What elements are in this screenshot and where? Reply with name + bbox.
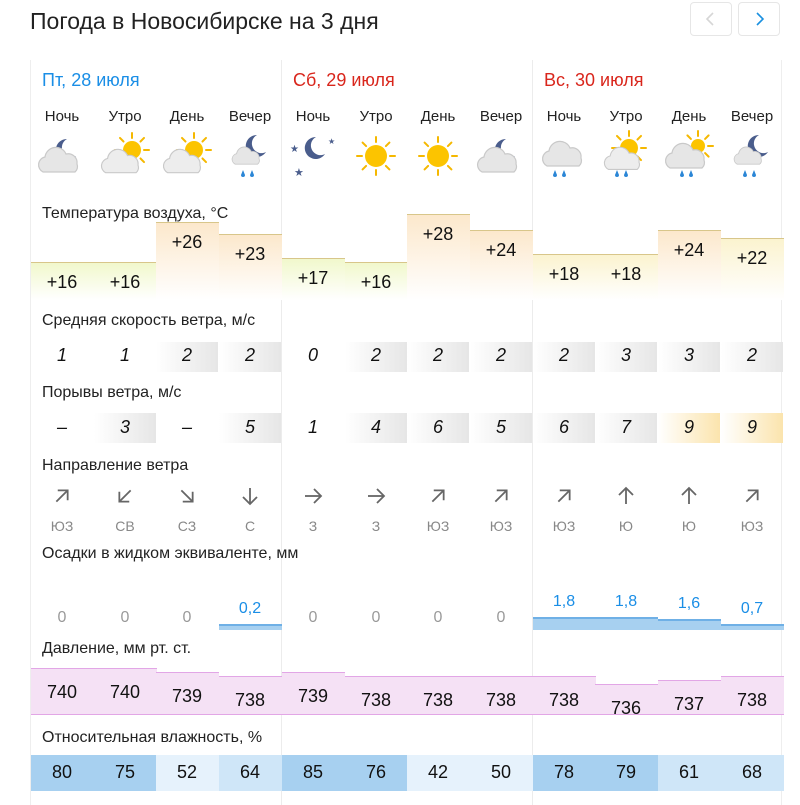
partly-cloudy-day-icon	[156, 130, 218, 188]
wind-speed-label: Средняя скорость ветра, м/с	[42, 312, 256, 329]
wind-speed-value: 2	[746, 345, 757, 365]
gust-value: 9	[746, 417, 757, 437]
wind-direction-label: ЮЗ	[50, 518, 74, 534]
pressure-value: 737	[673, 694, 705, 714]
wind-direction-label: Направление ветра	[42, 457, 189, 474]
precip-value: 0	[57, 609, 67, 626]
wind-arrow-icon	[595, 485, 657, 511]
wind-direction-label: З	[308, 518, 318, 534]
time-of-day-label: Вечер	[228, 108, 272, 125]
wind-arrow-icon	[407, 485, 469, 511]
pressure-value: 738	[360, 690, 392, 710]
wind-arrow-icon	[470, 485, 532, 511]
night-rain-icon	[219, 130, 281, 188]
wind-arrow-icon	[219, 485, 281, 511]
chevron-right-icon	[752, 12, 766, 26]
wind-direction-label: Ю	[618, 518, 634, 534]
wind-speed-value: 0	[307, 345, 318, 365]
wind-speed-value: 3	[683, 345, 694, 365]
wind-direction-label: ЮЗ	[426, 518, 450, 534]
gust-value: 1	[307, 417, 318, 437]
pressure-value: 738	[485, 690, 517, 710]
page-title: Погода в Новосибирске на 3 дня	[30, 8, 379, 34]
precip-value: 0	[433, 609, 443, 626]
time-of-day-label: Вечер	[730, 108, 774, 125]
wind-speed-value: 1	[56, 345, 67, 365]
precip-bar	[533, 617, 596, 630]
wind-direction-label: Ю	[681, 518, 697, 534]
gust-value: 4	[370, 417, 381, 437]
chevron-left-icon	[704, 12, 718, 26]
pressure-value: 738	[234, 690, 266, 710]
cloudy-night-rain-icon	[533, 130, 595, 188]
time-of-day-label: День	[169, 108, 205, 125]
temperature-value: +28	[422, 224, 454, 244]
temperature-value: +24	[485, 240, 517, 260]
day-header: Сб, 29 июля	[293, 70, 395, 90]
wind-direction-label: СВ	[115, 518, 135, 534]
precip-bar	[721, 624, 784, 630]
svg-text:★: ★	[294, 167, 304, 179]
humidity-value: 52	[176, 762, 198, 782]
gust-value: 6	[432, 417, 443, 437]
humidity-value: 42	[427, 762, 449, 782]
precip-value: 1,8	[552, 593, 576, 610]
temperature-value: +16	[360, 272, 392, 292]
precip-value: 0,2	[238, 600, 262, 617]
wind-arrow-icon	[721, 485, 783, 511]
wind-arrow-icon	[533, 485, 595, 511]
precip-value: 0,7	[740, 600, 764, 617]
next-button[interactable]	[738, 2, 780, 36]
temperature-value: +18	[610, 264, 642, 284]
wind-speed-value: 3	[620, 345, 631, 365]
wind-speed-value: 2	[244, 345, 255, 365]
temperature-value: +23	[234, 244, 266, 264]
sun-icon	[407, 130, 469, 188]
day-header: Пт, 28 июля	[42, 70, 140, 90]
humidity-value: 80	[51, 762, 73, 782]
time-of-day-label: Утро	[108, 108, 142, 125]
time-of-day-label: Вечер	[479, 108, 523, 125]
wind-arrow-icon	[156, 485, 218, 511]
precip-bar	[595, 617, 658, 630]
precip-value: 1,6	[677, 595, 701, 612]
forecast-card	[30, 60, 782, 805]
humidity-label: Относительная влажность, %	[42, 729, 263, 746]
wind-direction-label: З	[371, 518, 381, 534]
wind-direction-label: СЗ	[177, 518, 197, 534]
temperature-value: +22	[736, 248, 768, 268]
clear-night-stars-icon	[282, 130, 344, 188]
temperature-label: Температура воздуха, °C	[42, 205, 229, 222]
temperature-value: +18	[548, 264, 580, 284]
wind-speed-value: 1	[119, 345, 130, 365]
humidity-value: 78	[553, 762, 575, 782]
time-of-day-label: Ночь	[44, 108, 80, 125]
temperature-value: +16	[46, 272, 78, 292]
prev-button[interactable]	[690, 2, 732, 36]
wind-arrow-icon	[345, 485, 407, 511]
time-of-day-label: День	[671, 108, 707, 125]
day-header: Вс, 30 июля	[544, 70, 644, 90]
wind-arrow-icon	[94, 485, 156, 511]
gusts-label: Порывы ветра, м/с	[42, 384, 182, 401]
precip-value: 0	[308, 609, 318, 626]
humidity-value: 61	[678, 762, 700, 782]
temperature-value: +26	[171, 232, 203, 252]
gust-value: –	[56, 417, 67, 437]
night-rain-icon	[721, 130, 783, 188]
pressure-value: 738	[422, 690, 454, 710]
temperature-value: +17	[297, 268, 329, 288]
precip-value: 0	[371, 609, 381, 626]
sun-icon	[345, 130, 407, 188]
svg-text:★: ★	[328, 137, 336, 146]
gust-value: 5	[244, 417, 255, 437]
precip-bar	[658, 619, 721, 630]
wind-speed-value: 2	[181, 345, 192, 365]
cloudy-night-icon	[470, 130, 532, 188]
precip-value: 1,8	[614, 593, 638, 610]
pressure-value: 740	[46, 682, 78, 702]
pressure-label: Давление, мм рт. ст.	[42, 640, 192, 657]
wind-arrow-icon	[31, 485, 93, 511]
pressure-value: 739	[297, 686, 329, 706]
time-of-day-label: Утро	[609, 108, 643, 125]
precip-value: 0	[496, 609, 506, 626]
humidity-value: 64	[239, 762, 261, 782]
time-of-day-label: Ночь	[546, 108, 582, 125]
partly-cloudy-day-icon	[94, 130, 156, 188]
humidity-value: 68	[741, 762, 763, 782]
precip-value: 0	[120, 609, 130, 626]
gust-value: –	[181, 417, 192, 437]
wind-direction-label: ЮЗ	[740, 518, 764, 534]
temperature-value: +24	[673, 240, 705, 260]
humidity-value: 76	[365, 762, 387, 782]
gust-value: 7	[620, 417, 631, 437]
humidity-value: 79	[615, 762, 637, 782]
gust-value: 6	[558, 417, 569, 437]
pressure-value: 738	[548, 690, 580, 710]
wind-speed-value: 2	[558, 345, 569, 365]
pressure-value: 739	[171, 686, 203, 706]
precip-bar	[219, 624, 282, 630]
wind-arrow-icon	[658, 485, 720, 511]
gust-value: 9	[683, 417, 694, 437]
wind-direction-label: С	[244, 518, 256, 534]
temperature-value: +16	[109, 272, 141, 292]
wind-speed-value: 2	[432, 345, 443, 365]
humidity-value: 50	[490, 762, 512, 782]
wind-speed-value: 2	[495, 345, 506, 365]
cloudy-day-rain-icon	[658, 130, 720, 188]
svg-text:★: ★	[290, 144, 299, 155]
gust-value: 3	[119, 417, 130, 437]
precip-value: 0	[182, 609, 192, 626]
cloudy-night-icon	[31, 130, 93, 188]
wind-direction-label: ЮЗ	[552, 518, 576, 534]
wind-arrow-icon	[282, 485, 344, 511]
time-of-day-label: Утро	[359, 108, 393, 125]
humidity-value: 75	[114, 762, 136, 782]
humidity-value: 85	[302, 762, 324, 782]
wind-speed-value: 2	[370, 345, 381, 365]
partly-cloudy-rain-icon	[595, 130, 657, 188]
time-of-day-label: Ночь	[295, 108, 331, 125]
pressure-value: 736	[610, 698, 642, 718]
gust-value: 5	[495, 417, 506, 437]
wind-direction-label: ЮЗ	[489, 518, 513, 534]
time-of-day-label: День	[420, 108, 456, 125]
pressure-value: 738	[736, 690, 768, 710]
pressure-value: 740	[109, 682, 141, 702]
precip-label: Осадки в жидком эквиваленте, мм	[42, 545, 299, 562]
